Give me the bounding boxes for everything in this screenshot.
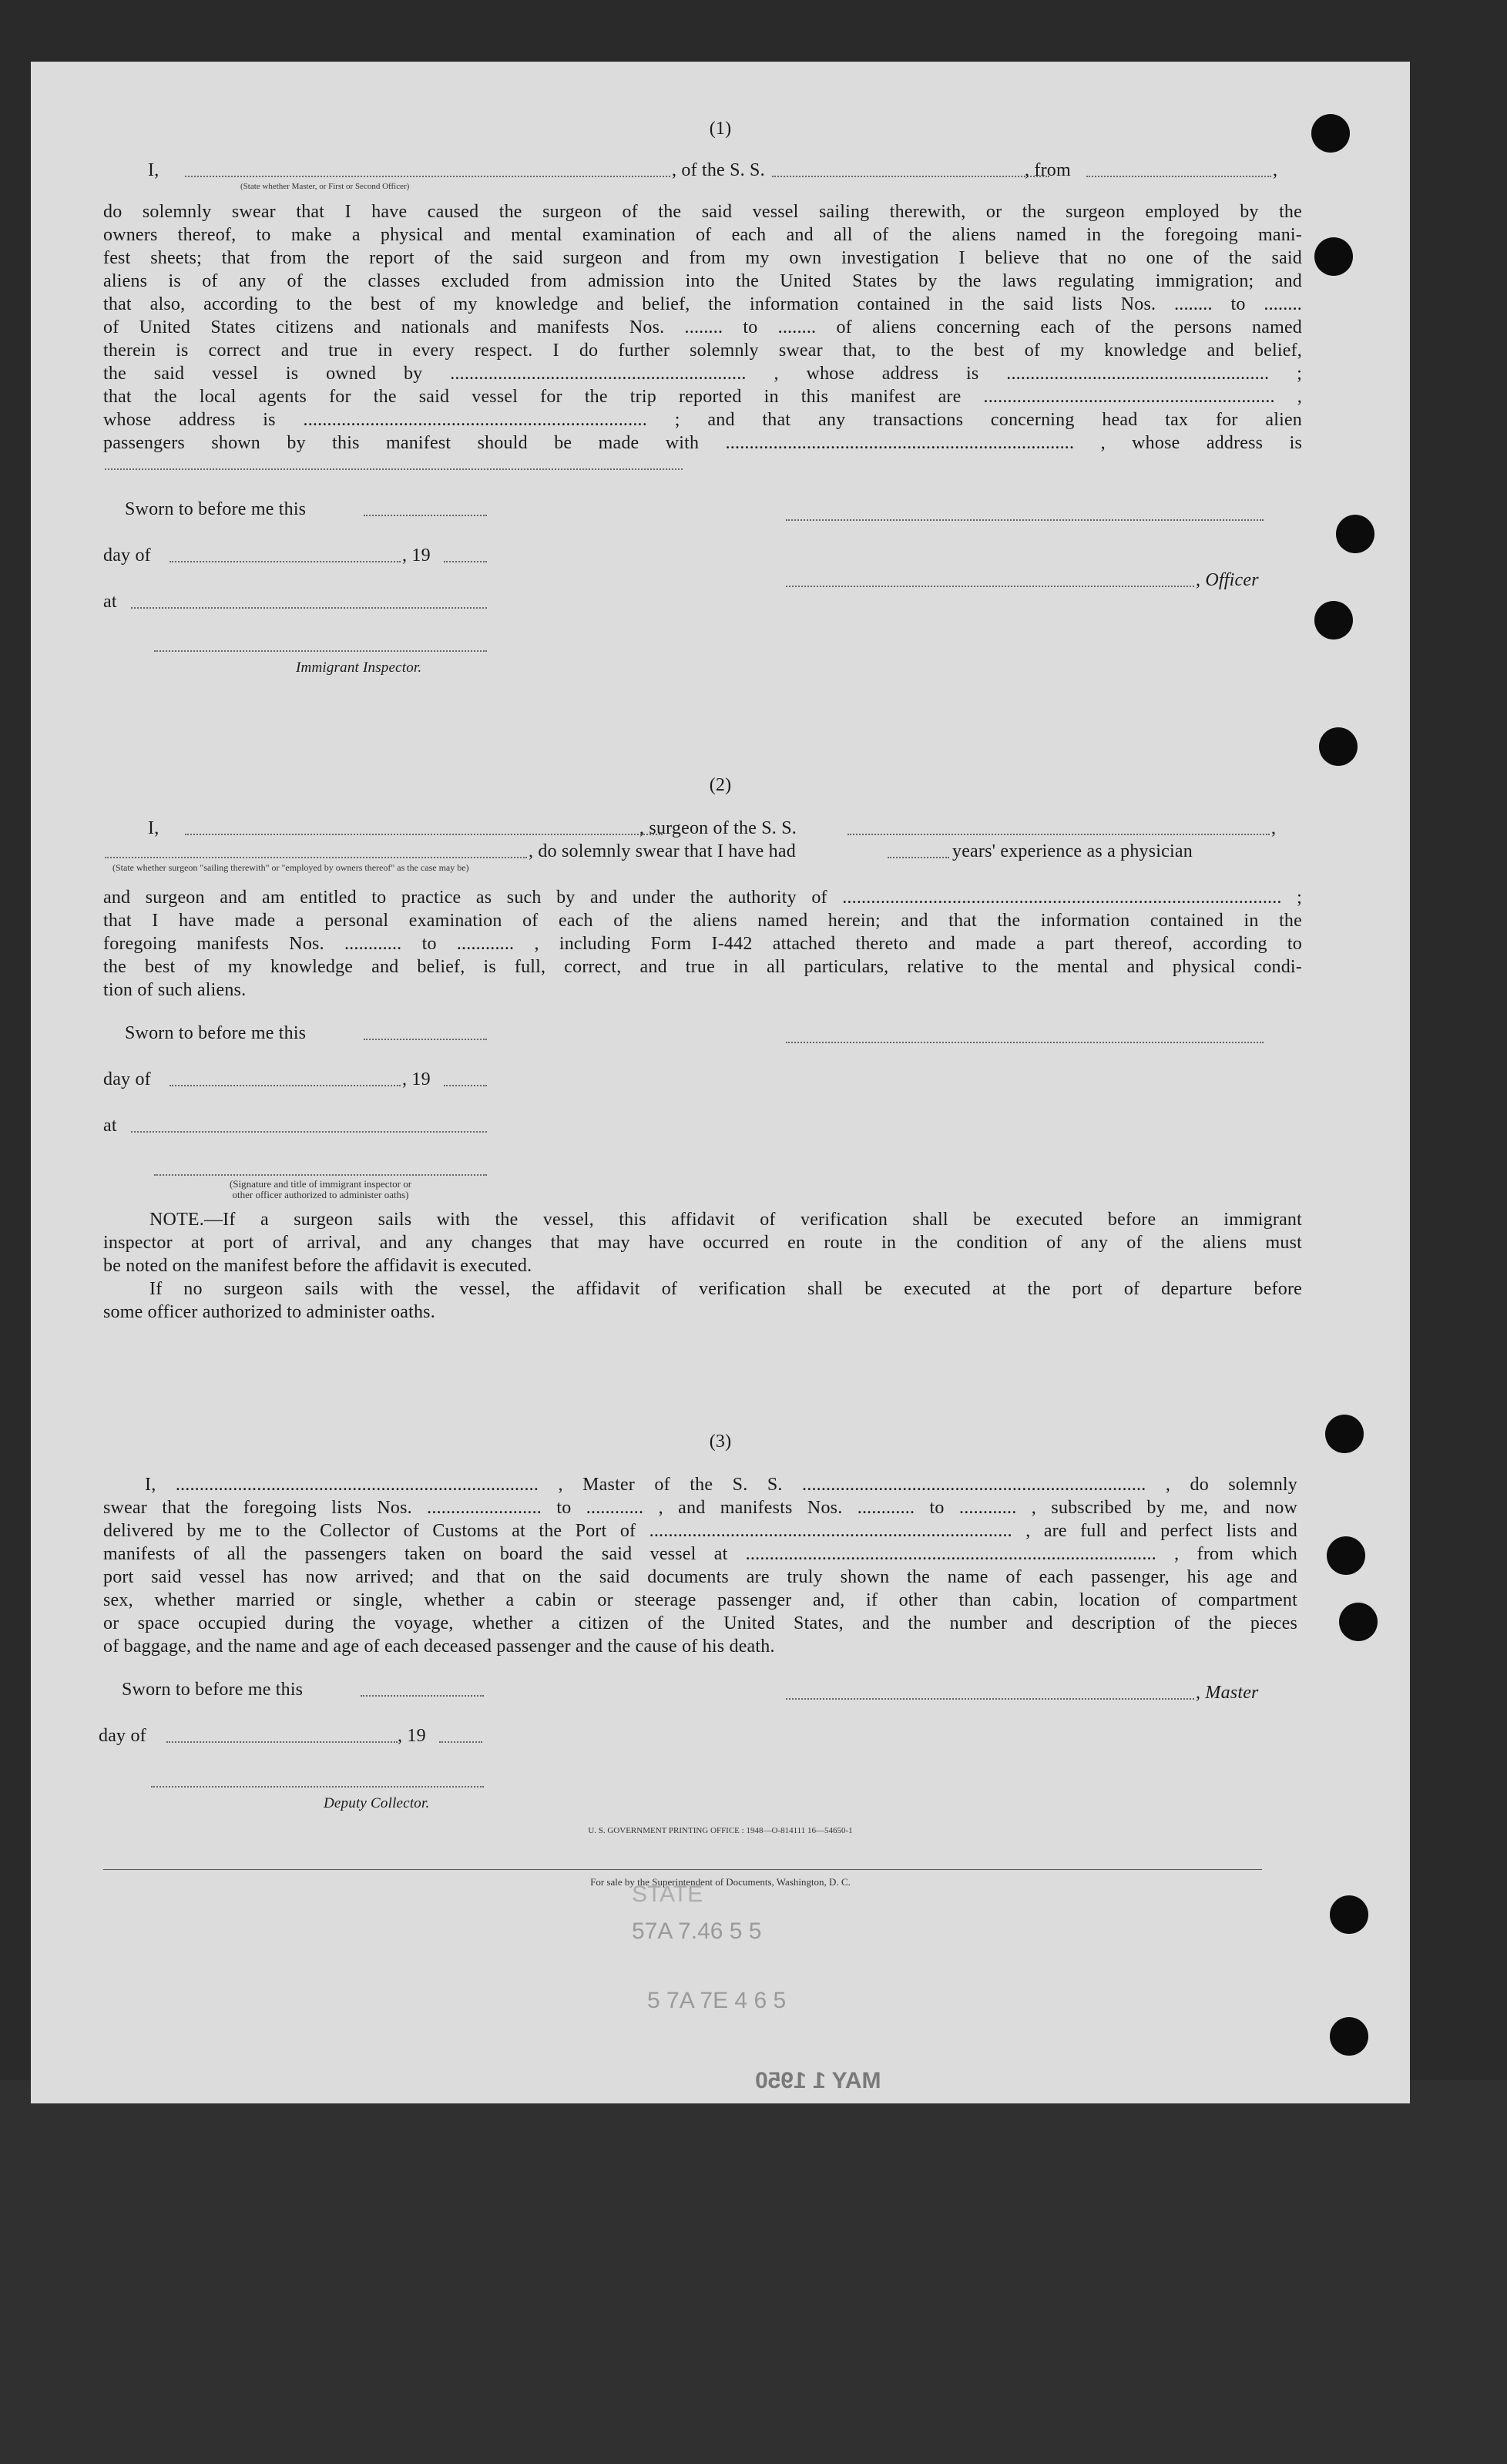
- s3-day-field[interactable]: [166, 1741, 398, 1743]
- s1-line: that also, according to the best of my knowledge and belief, the information contained in the said lists Nos. ........ to ........: [103, 294, 1302, 314]
- s1-day-of: day of: [103, 546, 151, 566]
- s3-day-of: day of: [99, 1726, 146, 1746]
- s1-line: of United States citizens and nationals and manifests Nos. ........ to ........ of aliens concerning each of the persons named: [103, 317, 1302, 337]
- punch-hole-icon: [1325, 1415, 1364, 1453]
- s2-at-field[interactable]: [131, 1131, 487, 1133]
- note-line: If no surgeon sails with the vessel, the affidavit of verification shall be executed at the port of departure before: [149, 1279, 1302, 1299]
- s1-sworn-field[interactable]: [364, 515, 487, 516]
- gpo-imprint: U. S. GOVERNMENT PRINTING OFFICE : 1948—O-814111 16—54650-1: [588, 1826, 853, 1835]
- s2-i: I,: [148, 818, 159, 838]
- s1-inspector-line[interactable]: [154, 650, 487, 652]
- punch-hole-icon: [1314, 601, 1353, 639]
- note-line: NOTE.—If a surgeon sails with the vessel, this affidavit of verification shall be executed before an immigrant: [149, 1210, 1302, 1230]
- punch-hole-icon: [1327, 1536, 1365, 1575]
- s1-line: fest sheets; that from the report of the said surgeon and from my own investigation I believe that no one of the said: [103, 248, 1302, 268]
- s2-paragraph: [103, 886, 1302, 1002]
- date-stamp: MAY 1 1950: [755, 2068, 881, 2093]
- s3-collector-line[interactable]: [151, 1786, 484, 1788]
- s2-day-field[interactable]: [169, 1085, 401, 1086]
- s2-note: [103, 1208, 1302, 1324]
- s3-deputy-label: Deputy Collector.: [324, 1795, 430, 1811]
- s1-at: at: [103, 592, 117, 612]
- s1-line: whose address is ........................................................................ ; and that any transactions concerning head tax for alien: [103, 410, 1302, 430]
- stamp-b: 57A 7.46 5 5: [632, 1918, 762, 1944]
- s3-master-label: , Master: [1196, 1683, 1259, 1703]
- s2-inspector-line[interactable]: [154, 1174, 487, 1176]
- s3-sworn: Sworn to before me this: [122, 1680, 304, 1700]
- s2-swear: , do solemnly swear that I have had: [529, 841, 796, 861]
- s3-paragraph: [103, 1473, 1302, 1658]
- s1-line: aliens is of any of the classes excluded from admission into the United States by the laws regulating immigration; and: [103, 271, 1302, 291]
- s1-line: the said vessel is owned by .............................................................. , whose address is ....................................................... ;: [103, 364, 1302, 384]
- section-3-number: (3): [709, 1432, 732, 1452]
- s1-line: therein is correct and true in every respect. I do further solemnly swear that, to the best of my knowledge and belief,: [103, 341, 1302, 361]
- s3-year-field[interactable]: [439, 1741, 482, 1743]
- s2-hint: (State whether surgeon "sailing therewith" or "employed by owners thereof" as the case may be): [112, 862, 469, 873]
- s1-hint: (State whether Master, or First or Second Officer): [240, 182, 410, 191]
- s1-year: , 19: [402, 546, 431, 566]
- s3-line: delivered by me to the Collector of Customs at the Port of ............................................................................ , are full and perfect lists and: [103, 1521, 1297, 1541]
- s2-line: foregoing manifests Nos. ............ to ............ , including Form I-442 attached thereto and made a part thereof, according to: [103, 934, 1302, 954]
- s3-line: manifests of all the passengers taken on board the said vessel at ...................................................................................... , from which: [103, 1544, 1297, 1564]
- s2-comma: ,: [1271, 818, 1277, 838]
- s1-paragraph: [103, 200, 1302, 455]
- s2-line: the best of my knowledge and belief, is full, correct, and true in all particulars, relative to the mental and physical condi-: [103, 957, 1302, 977]
- s2-day-of: day of: [103, 1069, 151, 1089]
- scanner-background: [0, 2080, 1507, 2464]
- punch-hole-icon: [1314, 237, 1353, 276]
- s1-from: , from: [1025, 160, 1071, 180]
- s1-headtax-address-field[interactable]: [105, 468, 683, 470]
- s1-line: do solemnly swear that I have caused the surgeon of the said vessel sailing therewith, or the surgeon employed by the: [103, 202, 1302, 222]
- punch-hole-icon: [1336, 515, 1374, 553]
- s2-sworn-field[interactable]: [364, 1039, 487, 1040]
- s3-line: port said vessel has now arrived; and that on the said documents are truly shown the name of each passenger, his age and: [103, 1567, 1297, 1587]
- section-1-number: (1): [709, 119, 732, 139]
- note-line: inspector at port of arrival, and any changes that may have occurred en route in the condition of any of the aliens must: [103, 1233, 1302, 1253]
- s3-line: sex, whether married or single, whether a cabin or steerage passenger and, if other than cabin, location of compartment: [103, 1590, 1297, 1610]
- s2-capacity-field[interactable]: [105, 857, 527, 858]
- punch-hole-icon: [1319, 727, 1358, 766]
- punch-hole-icon: [1311, 114, 1350, 153]
- s1-inspector-label: Immigrant Inspector.: [296, 660, 422, 676]
- s1-line: passengers shown by this manifest should be made with ......................................................................... , whose address is: [103, 433, 1302, 453]
- section-2-number: (2): [709, 775, 732, 795]
- for-sale-text: For sale by the Superintendent of Documents, Washington, D. C.: [590, 1876, 851, 1888]
- s3-line: of baggage, and the name and age of each deceased passenger and the cause of his death.: [103, 1637, 775, 1657]
- s2-years: years' experience as a physician: [952, 841, 1193, 861]
- footer-rule: [103, 1869, 1262, 1870]
- s1-at-field[interactable]: [131, 607, 487, 609]
- punch-hole-icon: [1330, 1895, 1368, 1934]
- form-page: [31, 62, 1410, 2103]
- s1-sworn: Sworn to before me this: [125, 499, 307, 519]
- s2-surgeon-name-field[interactable]: [185, 834, 663, 835]
- s2-line: tion of such aliens.: [103, 980, 247, 1000]
- s2-year-field[interactable]: [444, 1085, 487, 1086]
- s3-year: , 19: [398, 1726, 426, 1746]
- s1-of-ss: , of the S. S.: [672, 160, 765, 180]
- s2-surgeon-of: , surgeon of the S. S.: [639, 818, 797, 838]
- s1-comma: ,: [1273, 160, 1278, 180]
- note-line: some officer authorized to administer oaths.: [103, 1302, 435, 1322]
- s3-line: swear that the foregoing lists Nos. ........................ to ............ , and manifests Nos. ............ to ............ , subscribed by me, and now: [103, 1498, 1297, 1518]
- s1-i: I,: [148, 160, 159, 180]
- s3-master-line[interactable]: [786, 1698, 1194, 1700]
- s2-line: and surgeon and am entitled to practice as such by and under the authority of ............................................................................................ ;: [103, 888, 1302, 908]
- s2-ship-field[interactable]: [847, 834, 1270, 835]
- s1-officer-label: , Officer: [1196, 570, 1259, 590]
- s2-sig-hint-1: (Signature and title of immigrant inspector or: [229, 1178, 412, 1190]
- stamp-a: STATE: [632, 1882, 703, 1907]
- s3-sworn-field[interactable]: [361, 1695, 484, 1697]
- s2-line: that I have made a personal examination of each of the aliens named herein; and that the information contained in the: [103, 911, 1302, 931]
- stamp-c: 5 7A 7E 4 6 5: [647, 1988, 787, 2013]
- s2-years-field[interactable]: [888, 857, 949, 858]
- s1-line: that the local agents for the said vessel for the trip reported in this manifest are ............................................................. ,: [103, 387, 1302, 407]
- s2-signature-line[interactable]: [786, 1042, 1264, 1043]
- s1-officer-line[interactable]: [786, 586, 1194, 587]
- s1-signature-line[interactable]: [786, 519, 1264, 521]
- s1-from-field[interactable]: [1086, 176, 1271, 177]
- s3-line: or space occupied during the voyage, whether a citizen of the United States, and the number and description of the pieces: [103, 1613, 1297, 1633]
- s1-ship-field[interactable]: [772, 176, 1049, 177]
- s2-sig-hint-2: other officer authorized to administer oaths): [232, 1189, 409, 1200]
- s3-line: I, ............................................................................ , Master of the S. S. ........................................................................ , do solemnly: [145, 1475, 1297, 1495]
- s2-at: at: [103, 1116, 117, 1136]
- s1-year-field[interactable]: [444, 561, 487, 562]
- s1-day-field[interactable]: [169, 561, 401, 562]
- s2-year: , 19: [402, 1069, 431, 1089]
- punch-hole-icon: [1330, 2017, 1368, 2056]
- s1-officer-field[interactable]: [185, 176, 670, 177]
- punch-hole-icon: [1339, 1603, 1378, 1641]
- s1-line: owners thereof, to make a physical and mental examination of each and all of the aliens named in the foregoing mani-: [103, 225, 1302, 245]
- note-line: be noted on the manifest before the affidavit is executed.: [103, 1256, 532, 1276]
- s2-sworn: Sworn to before me this: [125, 1023, 307, 1043]
